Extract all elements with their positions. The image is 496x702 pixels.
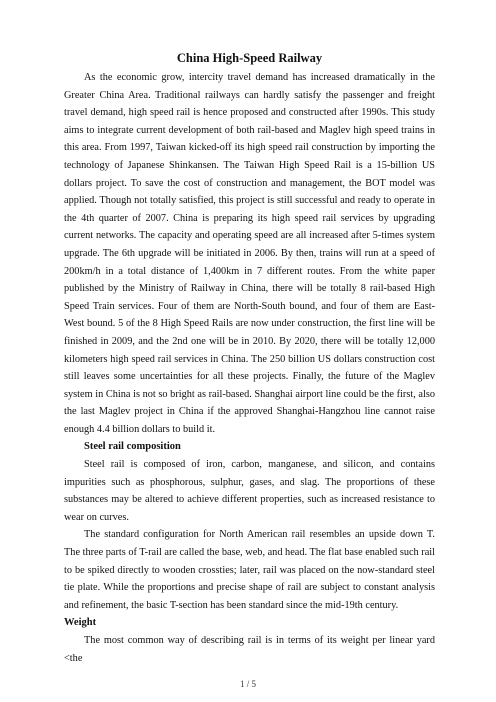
page-number: 1 / 5 — [239, 679, 256, 689]
steel-rail-paragraph-2: The standard configuration for North American rail resembles an upside down T. The three parts of T-rail are called the base, web, and head. The flat base enabled such rail to be spiked directly to wooden crossties; later, rail was placed on the now-standard steel tie plate. While the proportions and precise shape of rail are subject to constant analysis and refinement, the basic T-section has been standard since the mid-19th century. — [64, 529, 435, 611]
document-body — [64, 50, 435, 667]
weight-paragraph-1: The most common way of describing rail is in terms of its weight per linear yard <the — [64, 635, 435, 664]
steel-rail-paragraph-1: Steel rail is composed of iron, carbon, manganese, and silicon, and contains impurities such as phosphorous, sulphur, gases, and slag. The proportions of these substances may be altered to achieve different properties, such as increased resistance to wear on curves. — [64, 459, 435, 523]
section-heading-weight: Weight — [64, 617, 97, 629]
document-title: China High-Speed Railway — [176, 51, 323, 65]
intro-paragraph: As the economic grow, intercity travel demand has increased dramatically in the Greater China Area. Traditional railways can hardly satisfy the passenger and freight travel demand, high speed rail is hence proposed and constructed after 1990s. This study aims to integrate current development of both rail-based and Maglev high speed trains in this area. From 1997, Taiwan kicked-off its high speed rail construction by importing the technology of Japanese Shinkansen. The Taiwan High Speed Rail is a 15-billion US dollars project. To save the cost of construction and management, the BOT model was applied. Though not totally satisfied, this project is still successful and ready to operate in the 4th quarter of 2007. China is preparing its high speed rail services by upgrading current networks. The capacity and operating speed are all increased after 5-times system upgrade. The 6th upgrade will be initiated in 2006. By then, trains will run at a speed of 200km/h in a total distance of 1,400km in 7 different routes. From the white paper published by the Ministry of Railway in China, there will be totally 8 rail-based High Speed Train services. Four of them are North-South bound, and four of them are East-West bound. 5 of the 8 High Speed Rails are now under construction, the first line will be finished in 2009, and the 2nd one will be in 2010. By 2020, there will be totally 12,000 kilometers high speed rail services in China. The 250 billion US dollars construction cost still leaves some uncertainties for all these projects. Finally, the future of the Maglev system in China is not so bright as rail-based. Shanghai airport line could be the first, also the last Maglev project in China if the approved Shanghai-Hangzhou line cannot raise enough 4.4 billion dollars to build it. — [64, 72, 435, 435]
section-heading-steel-rail: Steel rail composition — [84, 441, 181, 453]
